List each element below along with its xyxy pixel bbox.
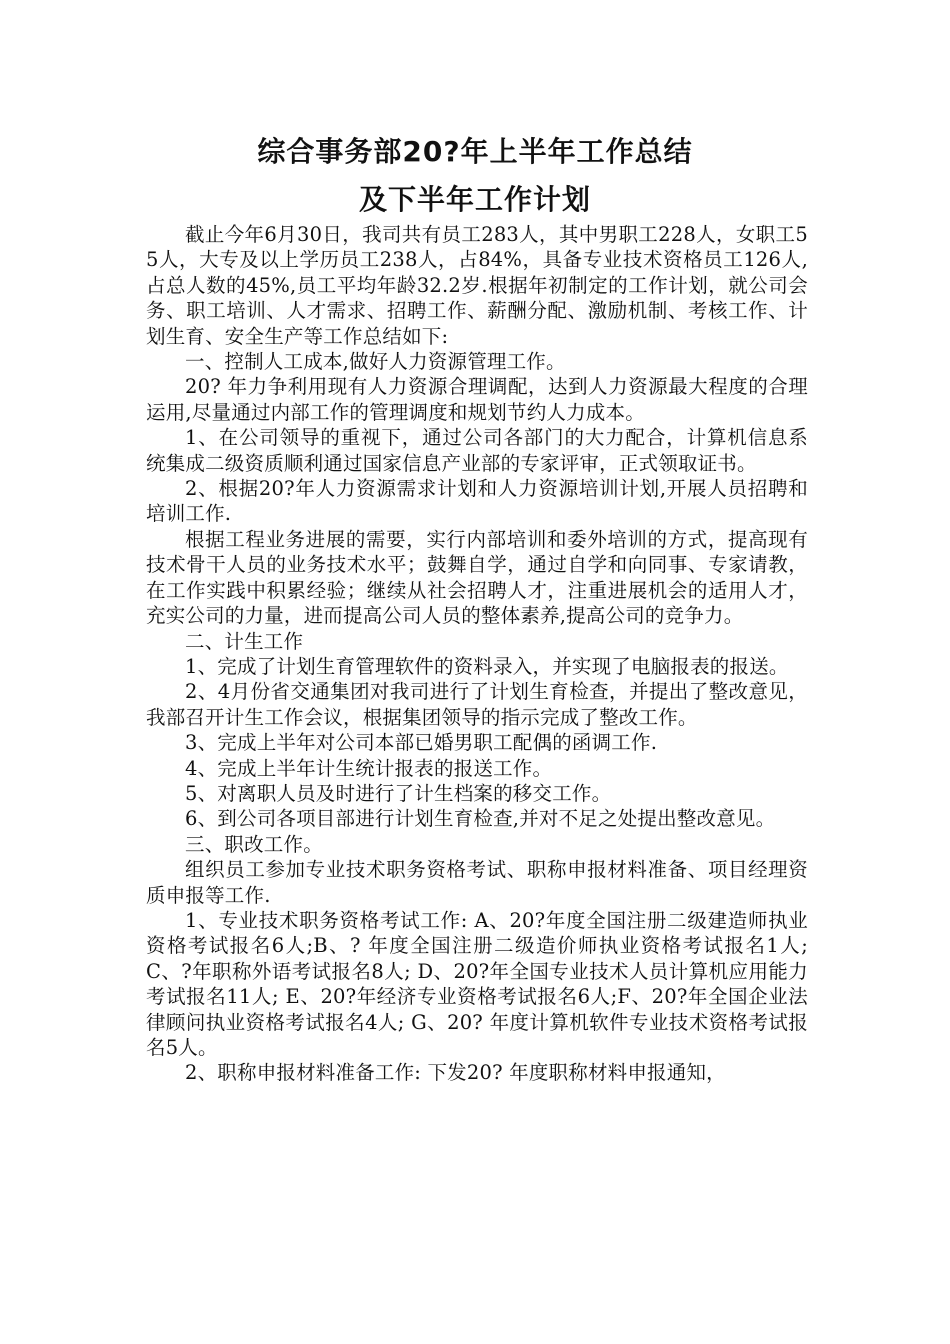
list-item: 5、对离职人员及时进行了计生档案的移交工作。 [185, 781, 612, 805]
list-item: 2、根据20?年人力资源需求计划和人力资源培训计划,开展人员招聘和培训工作. [146, 477, 808, 526]
paragraph-intro: 截止今年6月30日，我司共有员工283人，其中男职工228人，女职工55人，大专及以上学历员工238人，占84%，具备专业技术资格员工126人,占总人数的45%,员工平均年龄32.2岁.根据年初制定的工作计划，就公司会务、职工培训、人才需求、招聘工作、薪酬分配、激励机制、考核工作、计划生育、安全生产等工作总结如下: [146, 223, 808, 348]
section-heading-3: 三、职改工作。 [185, 832, 323, 856]
document-body [146, 222, 808, 1086]
document-title-line-1: 综合事务部20?年上半年工作总结 [257, 135, 693, 168]
list-item: 1、完成了计划生育管理软件的资料录入，并实现了电脑报表的报送。 [185, 654, 789, 678]
section-heading-2: 二、计生工作 [185, 629, 304, 653]
list-item: 1、在公司领导的重视下，通过公司各部门的大力配合，计算机信息系统集成二级资质顺利通过国家信息产业部的专家评审，正式领取证书。 [146, 426, 808, 475]
list-item: 2、职称申报材料准备工作: 下发20? 年度职称材料申报通知， [185, 1061, 726, 1085]
list-item: 3、完成上半年对公司本部已婚男职工配偶的函调工作. [185, 731, 658, 755]
list-item: 2、4月份省交通集团对我司进行了计划生育检查，并提出了整改意见，我部召开计生工作会议，根据集团领导的指示完成了整改工作。 [146, 680, 808, 729]
document-title-line-2: 及下半年工作计划 [358, 183, 591, 216]
paragraph: 组织员工参加专业技术职务资格考试、职称申报材料准备、项目经理资质申报等工作. [146, 858, 808, 907]
paragraph: 根据工程业务进展的需要，实行内部培训和委外培训的方式，提高现有技术骨干人员的业务技术水平；鼓舞自学，通过自学和向同事、专家请教，在工作实践中积累经验；继续从社会招聘人才，注重进展机会的适用人才，充实公司的力量，进而提高公司人员的整体素养,提高公司的竞争力。 [146, 527, 808, 628]
paragraph: 20? 年力争利用现有人力资源合理调配，达到人力资源最大程度的合理运用,尽量通过内部工作的管理调度和规划节约人力成本。 [146, 375, 808, 424]
section-heading-1: 一、控制人工成本,做好人力资源管理工作。 [185, 350, 566, 374]
list-item: 6、到公司各项目部进行计划生育检查,并对不足之处提出整改意见。 [185, 807, 776, 831]
list-item: 1、专业技术职务资格考试工作: A、20?年度全国注册二级建造师执业资格考试报名6人;B、? 年度全国注册二级造价师执业资格考试报名1人; C、?年职称外语考试报名8人; D、20?年全国专业技术人员计算机应用能力考试报名11人; E、20?年经济专业资格考试报名6人;F、20?年全国企业法律顾问执业资格考试报名4人; G、20? 年度计算机软件专业技术资格考试报名5人。 [146, 908, 808, 1059]
list-item: 4、完成上半年计生统计报表的报送工作。 [185, 756, 553, 780]
